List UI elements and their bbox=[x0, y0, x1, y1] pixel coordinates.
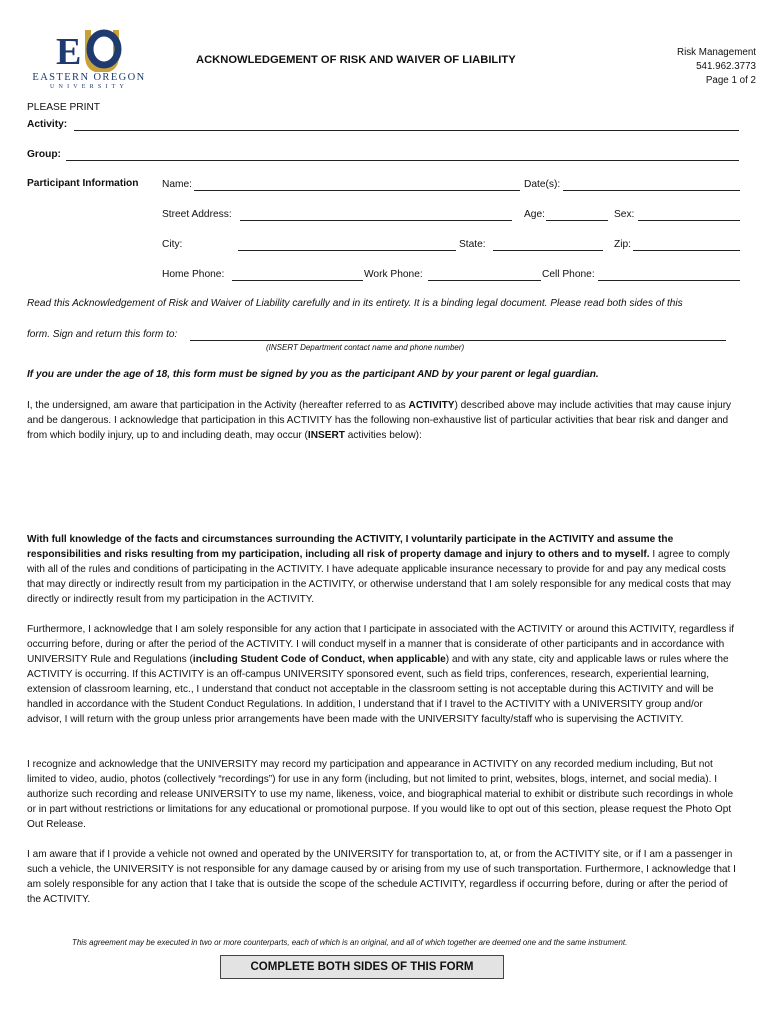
work-phone-field[interactable] bbox=[428, 280, 541, 281]
paragraph-risk bbox=[27, 398, 739, 443]
participant-info-label: Participant Information bbox=[27, 178, 139, 189]
home-phone-label: Home Phone: bbox=[162, 269, 225, 280]
sex-field[interactable] bbox=[638, 220, 740, 221]
page-number: Page 1 of 2 bbox=[705, 75, 756, 86]
counterparts-note: This agreement may be executed in two or more counterparts, each of which is an original, and all of which together are deemed one and the same instrument. bbox=[72, 938, 628, 947]
state-field[interactable] bbox=[493, 250, 603, 251]
street-address-field[interactable] bbox=[240, 220, 512, 221]
eou-monogram-icon bbox=[26, 26, 152, 72]
p1-activity: ACTIVITY bbox=[408, 400, 455, 411]
read-instruction: Read this Acknowledgement of Risk and Waiver of Liability carefully and in its entirety. It is a binding legal document. Please read both sides of this bbox=[27, 298, 683, 309]
p1-text-c: ) described above may include activities that may cause injury and be dangerous. I acknowledge that participation in this ACTIVITY has the following non-exhaustive list of particular activities that bear risk and danger and from which bodily injury, up to and including death, may occur ( bbox=[27, 400, 732, 441]
department: Risk Management bbox=[677, 47, 756, 58]
street-address-label: Street Address: bbox=[162, 209, 232, 220]
work-phone-label: Work Phone: bbox=[364, 269, 423, 280]
age-field[interactable] bbox=[546, 220, 608, 221]
header-info bbox=[677, 46, 756, 88]
p2-bold: With full knowledge of the facts and circumstances surrounding the ACTIVITY, I voluntarily participate in the ACTIVITY and assume the responsibilities and risks resulting from my participation, including all risk of property damage and injury to others and to myself. bbox=[27, 534, 674, 560]
please-print-label: PLEASE PRINT bbox=[27, 102, 101, 113]
group-label: Group: bbox=[27, 149, 61, 160]
logo-name: EASTERN OREGON bbox=[32, 72, 146, 83]
dates-label: Date(s): bbox=[524, 179, 561, 190]
cell-phone-field[interactable] bbox=[598, 280, 740, 281]
p1-text-a: I, the undersigned, am aware that participation in the Activity (hereafter referred to as bbox=[27, 400, 409, 411]
document-title: ACKNOWLEDGEMENT OF RISK AND WAIVER OF LIABILITY bbox=[196, 54, 516, 66]
state-label: State: bbox=[459, 239, 486, 250]
return-to-field[interactable] bbox=[190, 340, 726, 341]
dates-field[interactable] bbox=[563, 190, 740, 191]
p2-rest: I agree to comply with all of the rules and conditions of participating in the ACTIVITY. I have adequate applicable insurance necessary to provide for and pay any medical costs that may directly or indirectly result from my participation in the ACTIVITY, or otherwise understand that I am solely responsible for any medical costs that may directly or indirectly result from my participation in the ACTIVITY. bbox=[27, 549, 731, 605]
p1-text-e: activities below): bbox=[344, 430, 422, 441]
return-instruction: form. Sign and return this form to: bbox=[27, 329, 178, 340]
city-label: City: bbox=[162, 239, 183, 250]
name-label: Name: bbox=[162, 179, 193, 190]
sex-label: Sex: bbox=[614, 209, 635, 220]
activity-field[interactable] bbox=[74, 130, 739, 131]
department-phone: 541.962.3773 bbox=[696, 61, 756, 72]
paragraph-assumption bbox=[27, 532, 739, 607]
paragraph-recordings: I recognize and acknowledge that the UNIVERSITY may record my participation and appearance in ACTIVITY on any recorded medium including, But not limited to video, audio, photos (collectively “recordings”) for use in any form (including, but not limited to print, websites, blogs, internet, and social media). I authorize such recording and release UNIVERSITY to use my name, likeness, voice, and biographical material to exhibit or distribute such recordings in whole or in part without restrictions or limitations for any educational or promotional purpose. If you would like to opt out of this section, please request the Photo Opt Out Release. bbox=[27, 759, 734, 830]
p3-text-a: Furthermore, I acknowledge that I am solely responsible for any action that I participate in associated with the ACTIVITY or around this ACTIVITY, regardless if occurring before, during or after the period of the ACTIVITY. I will conduct myself in a manner that is considerate of other participants and in accordance with UNIVERSITY Rule and Regulations ( bbox=[27, 624, 735, 665]
p3-text-c: ) and with any state, city and applicable laws or rules where the ACTIVITY is occurring. If this ACTIVITY is an off-campus UNIVERSITY sponsored event, such as field trips, conferences, research, experiential learning, extension of classroom learning, etc., I understand that conduct not acceptable in the classroom setting is not acceptable during this ACTIVITY and will be handled in accordance with the Student Conduct Regulations. In addition, I understand that if I travel to the ACTIVITY with a UNIVERSITY group and/or advisor, I will return with the group unless prior arrangements have been made with the UNIVERSITY faculty/staff who is supervising the ACTIVITY. bbox=[27, 654, 729, 725]
activity-label: Activity: bbox=[27, 119, 68, 130]
under-18-notice: If you are under the age of 18, this form must be signed by you as the participant AND by your parent or legal guardian. bbox=[27, 369, 599, 380]
zip-label: Zip: bbox=[614, 239, 631, 250]
p3-bold: including Student Code of Conduct, when applicable bbox=[192, 654, 446, 665]
paragraph-conduct bbox=[27, 622, 739, 727]
home-phone-field[interactable] bbox=[232, 280, 363, 281]
svg-text:E: E bbox=[56, 31, 82, 72]
zip-field[interactable] bbox=[633, 250, 740, 251]
p1-insert: INSERT bbox=[307, 430, 345, 441]
complete-both-sides-banner: COMPLETE BOTH SIDES OF THIS FORM bbox=[220, 955, 504, 979]
group-field[interactable] bbox=[66, 160, 739, 161]
name-field[interactable] bbox=[194, 190, 520, 191]
university-logo bbox=[26, 26, 152, 94]
city-field[interactable] bbox=[238, 250, 456, 251]
logo-subtitle: UNIVERSITY bbox=[50, 84, 128, 90]
cell-phone-label: Cell Phone: bbox=[542, 269, 595, 280]
paragraph-vehicle: I am aware that if I provide a vehicle not owned and operated by the UNIVERSITY for transportation to, at, or from the ACTIVITY site, or if I am a passenger in such a vehicle, the UNIVERSITY is not responsible for any damage caused by or arising from my use of such transportation. Furthermore, I acknowledge that I am solely responsible for any action that I take that is outside the scope of the schedule ACTIVITY, regardless if occurring before, during or after the period of the ACTIVITY. bbox=[27, 849, 736, 905]
age-label: Age: bbox=[524, 209, 545, 220]
insert-note: (INSERT Department contact name and phone number) bbox=[266, 343, 465, 352]
